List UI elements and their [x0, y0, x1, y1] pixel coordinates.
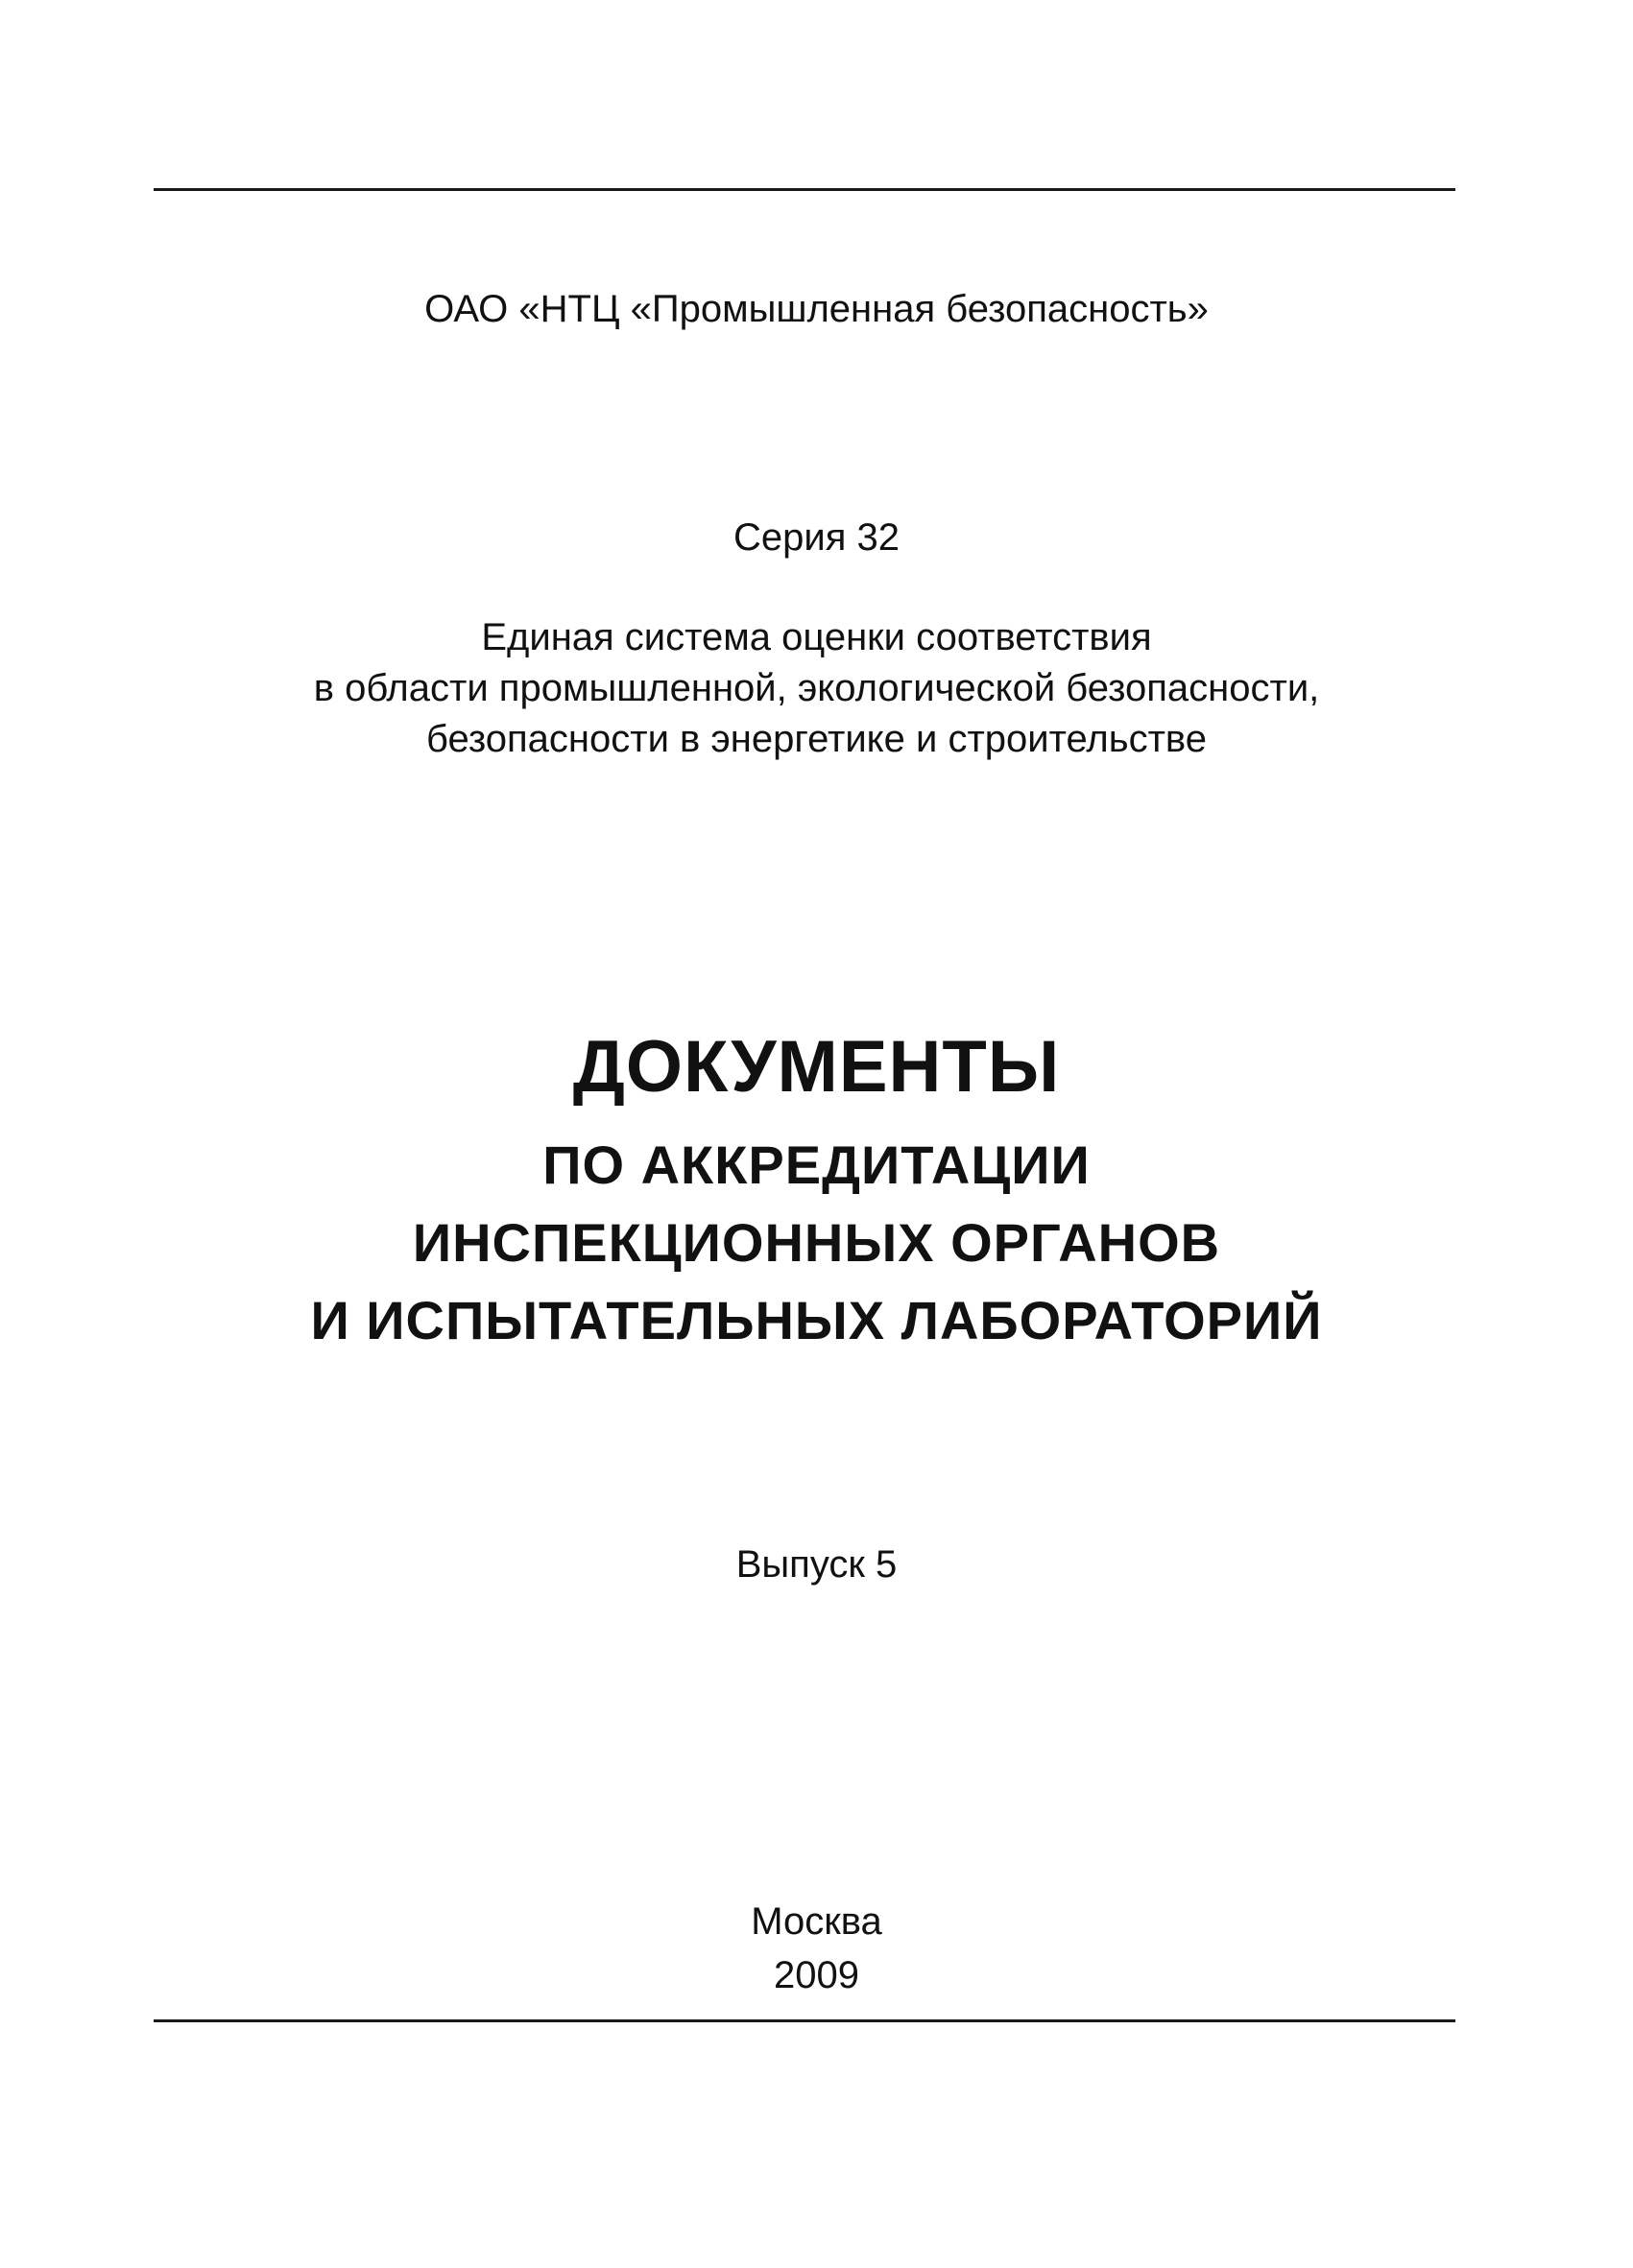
subtitle-line: ИНСПЕКЦИОННЫХ ОРГАНОВ	[412, 1212, 1221, 1273]
series-description-line: безопасности в энергетике и строительстве	[426, 718, 1207, 760]
series-description-line: в области промышленной, экологической безопасности,	[313, 667, 1320, 709]
subtitle-line: И ИСПЫТАТЕЛЬНЫХ ЛАБОРАТОРИЙ	[310, 1290, 1323, 1350]
series-description-line: Единая система оценки соответствия	[481, 616, 1152, 658]
series-number: Серия 32	[733, 516, 900, 559]
issue-number: Выпуск 5	[735, 1543, 898, 1586]
publication-year: 2009	[774, 1954, 859, 1996]
bottom-rule	[154, 2019, 1455, 2022]
subtitle-line: ПО АККРЕДИТАЦИИ	[542, 1134, 1091, 1195]
publisher-name: ОАО «НТЦ «Промышленная безопасность»	[424, 288, 1209, 330]
series-description	[0, 612, 1633, 765]
publication-city: Москва	[751, 1900, 882, 1943]
document-title: ДОКУМЕНТЫ	[572, 1026, 1061, 1108]
document-subtitle	[0, 1126, 1633, 1359]
top-rule	[154, 188, 1455, 191]
